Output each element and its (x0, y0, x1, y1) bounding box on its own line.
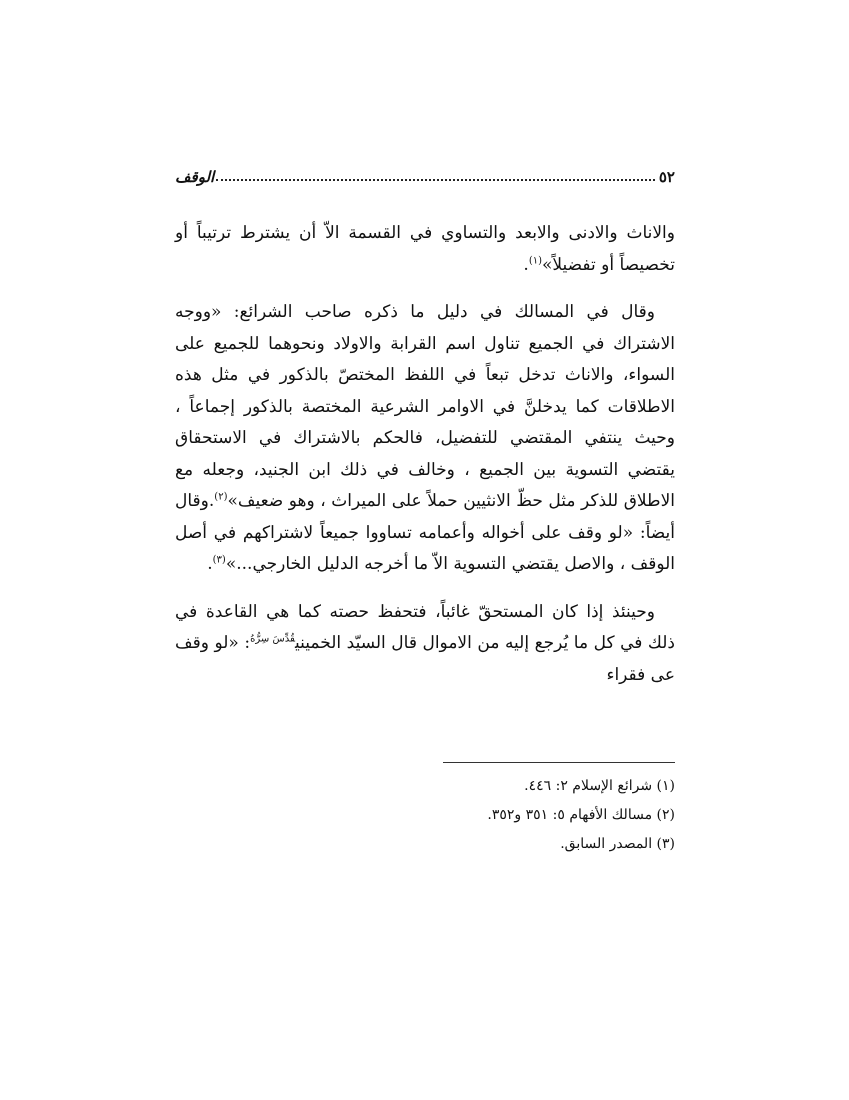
paragraph-3-text: وحينئذ إذا كان المستحقّ غائباً، فتحفظ حصته كما هي القاعدة في ذلك في كل ما يُرجع إليه من الاموال قال السيّد الخميني (175, 601, 675, 653)
paragraph-2 (175, 297, 675, 581)
footnote-separator (443, 762, 675, 763)
footnote-ref-1: (١) (528, 254, 542, 266)
footnote-2: (٢) مسالك الأفهام ٥: ٣٥١ و٣٥٢. (487, 807, 675, 823)
paragraph-1-text: والاناث والادنى والابعد والتساوي في القسمة الاّ أن يشترط ترتيباً أو تخصيصاً أو تفضيلاً» (175, 223, 675, 275)
page-header (175, 156, 675, 186)
footnote-3: (٣) المصدر السابق. (560, 836, 675, 852)
main-text (175, 218, 675, 707)
header-dotted-leader (216, 179, 655, 181)
paragraph-2-text: وقال في المسالك في دليل ما ذكره صاحب الشرائع: «ووجه الاشتراك في الجميع تناول اسم القرابة والاولاد ونحوهما للجميع على السواء، والاناث تدخل تبعاً في اللفظ المختصّ بالذكور في مثل هذه الاطلاقات كما يدخلنَّ في الاوامر الشرعية المختصة بالذكور إجماعاً ، وحيث ينتفي المقتضي للتفضيل، فالحكم بالاشتراك في الاستحقاق يقتضي التسوية بين الجميع ، وخالف في ذلك ابن الجنيد، وجعله مع الاطلاق للذكر مثل حظّ الانثيين حملاً على الميراث ، وهو ضعيف» (175, 302, 675, 511)
paragraph-3-text-continued: : «لو وقف عى فقراء (175, 633, 675, 685)
honorific-mark: قُدِّسَ سِرُّهُ (250, 633, 296, 645)
page-number: ٥٢ (658, 168, 675, 186)
paragraph-1 (175, 218, 675, 281)
paragraph-3 (175, 597, 675, 692)
footnote-ref-2: (٢) (214, 491, 228, 503)
footnote-ref-3: (٣) (212, 554, 226, 566)
footnotes (175, 772, 675, 859)
paragraph-2-text-continued: .وقال أيضاً: «لو وقف على أخواله وأعمامه تساووا جميعاً لاشتراكهم في أصل الوقف ، والاصل يقتضي التسوية الاّ ما أخرجه الدليل الخارجي...» (175, 491, 675, 574)
footnote-1: (١) شرائع الإسلام ٢: ٤٤٦. (524, 778, 675, 794)
running-title: الوقف (175, 168, 215, 186)
paragraph-2-end: . (207, 554, 213, 574)
paragraph-1-end: . (523, 254, 529, 275)
